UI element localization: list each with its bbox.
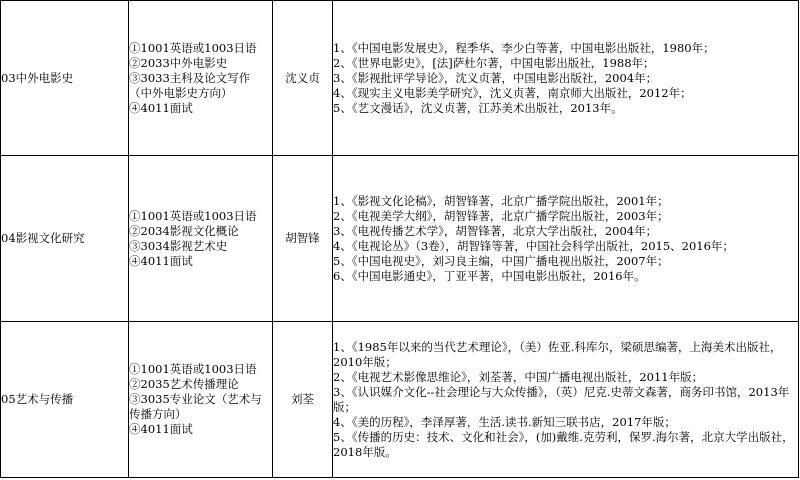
exam-subject: ②2033中外电影史 [129, 55, 228, 70]
reference-book: 5、《传播的历史：技术、文化和社会》，(加)戴维.克劳利，保罗.海尔著，北京大学出版社，2018年版。 [333, 429, 794, 459]
reference-book: 1、《中国电影发展史》，程季华、李少白等著，中国电影出版社，1980年； [333, 40, 715, 55]
reference-book: 6、《中国电影通史》，丁亚平著，中国电影出版社，2016年。 [333, 268, 646, 283]
reference-book: 3、《影视批评学导论》，沈义贞著，中国电影出版社，2004年； [333, 70, 658, 85]
reference-book: 1、《1985年以来的当代艺术理论》，（美）佐亚.科库尔，梁硕思编著，上海美术出版社，2010年版； [333, 339, 782, 369]
reference-book: 4、《电视论丛》（3卷），胡智锋等著，中国社会科学出版社，2015、2016年； [333, 238, 734, 253]
exam-subject: ④4011面试 [129, 422, 193, 436]
reference-book: 2、《电视艺术影像思维论》，刘荃著，中国广播电视出版社，2011年版； [333, 369, 704, 384]
exam-subject: ④4011面试 [129, 100, 193, 115]
exam-subject: ③3035专业论文（艺术与传播方向） [129, 392, 262, 421]
supervisor-name: 沈义贞 [273, 1, 333, 156]
reference-book: 5、《艺文漫话》，沈义贞著，江苏美术出版社，2013年。 [333, 100, 623, 115]
reference-book: 1、《影视文化论稿》，胡智锋著，北京广播学院出版社，2001年； [333, 193, 669, 208]
exam-subject: ③3033主科及论文写作（中外电影史方向） [129, 70, 251, 100]
reference-books [333, 322, 799, 478]
reference-book: 4、《现实主义电影美学研究》，沈义贞著，南京师大出版社，2012年； [333, 85, 692, 100]
reference-book: 5、《中国电视史》，刘习良主编，中国广播电视出版社，2007年； [333, 253, 669, 268]
exam-subjects [129, 156, 273, 322]
table-row [1, 156, 799, 322]
reference-book: 3、《电视传播艺术学》，胡智锋著，北京大学出版社，2004年； [333, 223, 658, 238]
reference-book: 3、《认识媒介文化--社会理论与大众传播》，（英）尼克.史蒂文森著，商务印书馆，2013年版； [333, 384, 790, 414]
exam-subject: ①1001英语或1003日语 [129, 40, 257, 55]
exam-subject: ①1001英语或1003日语 [129, 362, 257, 376]
exam-subjects [129, 322, 273, 478]
exam-subject: ①1001英语或1003日语 [129, 208, 257, 223]
reference-book: 2、《电视美学大纲》，胡智锋著，北京广播学院出版社，2003年； [333, 208, 669, 223]
exam-subject: ②2035艺术传播理论 [129, 377, 239, 391]
research-direction: 05艺术与传播 [1, 322, 129, 478]
research-direction: 04影视文化研究 [1, 156, 129, 322]
reference-book: 4、《美的历程》，李泽厚著，生活.读书.新知三联书店，2017年版； [333, 414, 676, 429]
reference-book: 2、《世界电影史》，[法]萨杜尔著，中国电影出版社，1988年； [333, 55, 655, 70]
exam-subject: ②2034影视文化概论 [129, 223, 239, 238]
table-row [1, 322, 799, 478]
supervisor-name: 胡智锋 [273, 156, 333, 322]
research-direction: 03中外电影史 [1, 1, 129, 156]
reference-books [333, 1, 799, 156]
supervisor-name: 刘荃 [273, 322, 333, 478]
exam-subject: ③3034影视艺术史 [129, 238, 228, 253]
exam-subjects [129, 1, 273, 156]
exam-subject: ④4011面试 [129, 253, 193, 268]
table-row [1, 1, 799, 156]
reference-books [333, 156, 799, 322]
